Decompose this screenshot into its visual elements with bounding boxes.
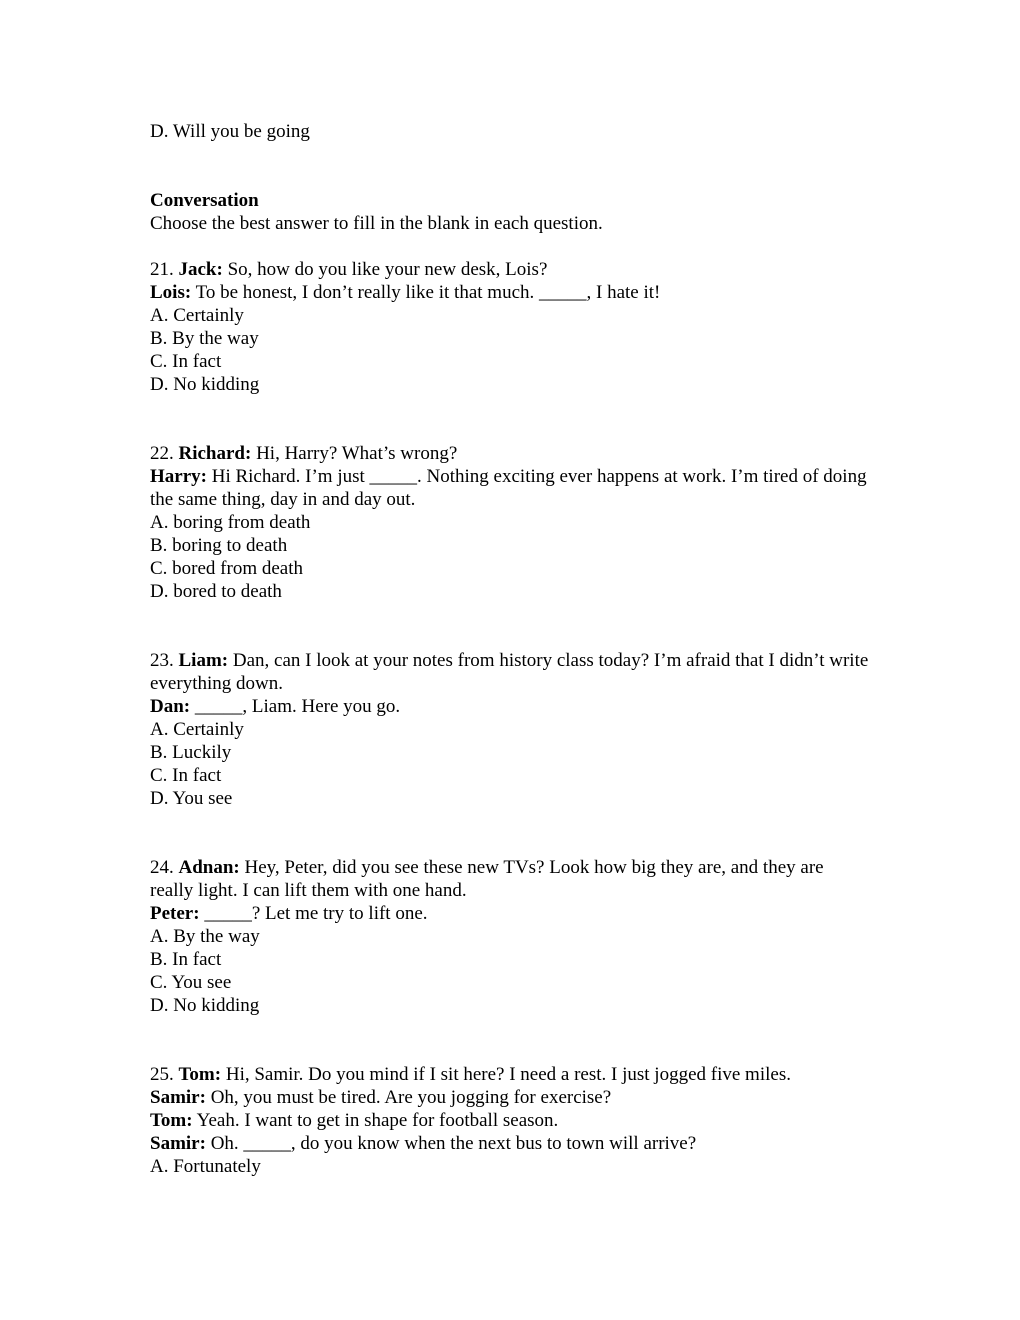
dialogue-text: Oh, you must be tired. Are you jogging for exercise? (205, 1087, 612, 1108)
section-title: Conversation (150, 190, 259, 211)
question-22 (150, 442, 870, 603)
question-number: 25. (150, 1064, 174, 1085)
speaker-name: Samir: (150, 1133, 206, 1154)
dialogue-text: Hi, Harry? What’s wrong? (251, 443, 458, 464)
speaker-name: Samir: (150, 1087, 206, 1108)
answer-option: C. In fact (150, 351, 222, 372)
dialogue-text: Hi Richard. I’m just _____. Nothing exciting ever happens at work. I’m tired of doing the same thing, day in and day out. (150, 466, 867, 510)
answer-option: A. Fortunately (150, 1156, 261, 1177)
question-line (150, 1132, 870, 1155)
question-line (150, 649, 870, 695)
section-instructions: Choose the best answer to fill in the blank in each question. (150, 213, 603, 234)
dialogue-text: So, how do you like your new desk, Lois? (222, 259, 548, 280)
question-line (150, 902, 870, 925)
answer-option: D. bored to death (150, 581, 282, 602)
question-23 (150, 649, 870, 810)
speaker-name: Liam: (178, 650, 229, 671)
answer-option: B. Luckily (150, 742, 232, 763)
speaker-name: Richard: (178, 443, 252, 464)
speaker-name: Jack: (178, 259, 223, 280)
dialogue-text: To be honest, I don’t really like it that much. _____, I hate it! (191, 282, 661, 303)
answer-option: B. By the way (150, 328, 259, 349)
dialogue-text: Oh. _____, do you know when the next bus to town will arrive? (205, 1133, 697, 1154)
answer-option: D. You see (150, 788, 233, 809)
question-line (150, 856, 870, 902)
speaker-name: Dan: (150, 696, 191, 717)
speaker-name: Harry: (150, 466, 207, 487)
dialogue-text: _____? Let me try to lift one. (199, 903, 428, 924)
speaker-name: Adnan: (178, 857, 240, 878)
question-line (150, 1086, 870, 1109)
question-25 (150, 1063, 870, 1178)
carryover-option: D. Will you be going (150, 121, 310, 142)
question-line (150, 1063, 870, 1086)
answer-option: A. By the way (150, 926, 260, 947)
question-21 (150, 258, 870, 396)
dialogue-text: Yeah. I want to get in shape for football season. (192, 1110, 559, 1131)
question-24 (150, 856, 870, 1017)
question-number: 23. (150, 650, 174, 671)
question-line (150, 258, 870, 281)
answer-option: A. boring from death (150, 512, 311, 533)
question-number: 22. (150, 443, 174, 464)
speaker-name: Tom: (178, 1064, 222, 1085)
answer-option: C. bored from death (150, 558, 304, 579)
question-number: 24. (150, 857, 174, 878)
question-line (150, 1109, 870, 1132)
question-line (150, 465, 870, 511)
answer-option: A. Certainly (150, 305, 244, 326)
speaker-name: Peter: (150, 903, 200, 924)
dialogue-text: Hi, Samir. Do you mind if I sit here? I need a rest. I just jogged five miles. (221, 1064, 791, 1085)
dialogue-text: Dan, can I look at your notes from history class today? I’m afraid that I didn’t write everything down. (150, 650, 869, 694)
answer-option: D. No kidding (150, 995, 260, 1016)
document-page (150, 120, 870, 1178)
question-line (150, 442, 870, 465)
dialogue-text: _____, Liam. Here you go. (190, 696, 401, 717)
answer-option: C. You see (150, 972, 232, 993)
answer-option: B. boring to death (150, 535, 288, 556)
answer-option: D. No kidding (150, 374, 260, 395)
question-line (150, 695, 870, 718)
answer-option: B. In fact (150, 949, 222, 970)
answer-option: C. In fact (150, 765, 222, 786)
dialogue-text: Hey, Peter, did you see these new TVs? Look how big they are, and they are really light. I can lift them with one hand. (150, 857, 824, 901)
speaker-name: Lois: (150, 282, 192, 303)
speaker-name: Tom: (150, 1110, 193, 1131)
question-number: 21. (150, 259, 174, 280)
answer-option: A. Certainly (150, 719, 244, 740)
question-line (150, 281, 870, 304)
